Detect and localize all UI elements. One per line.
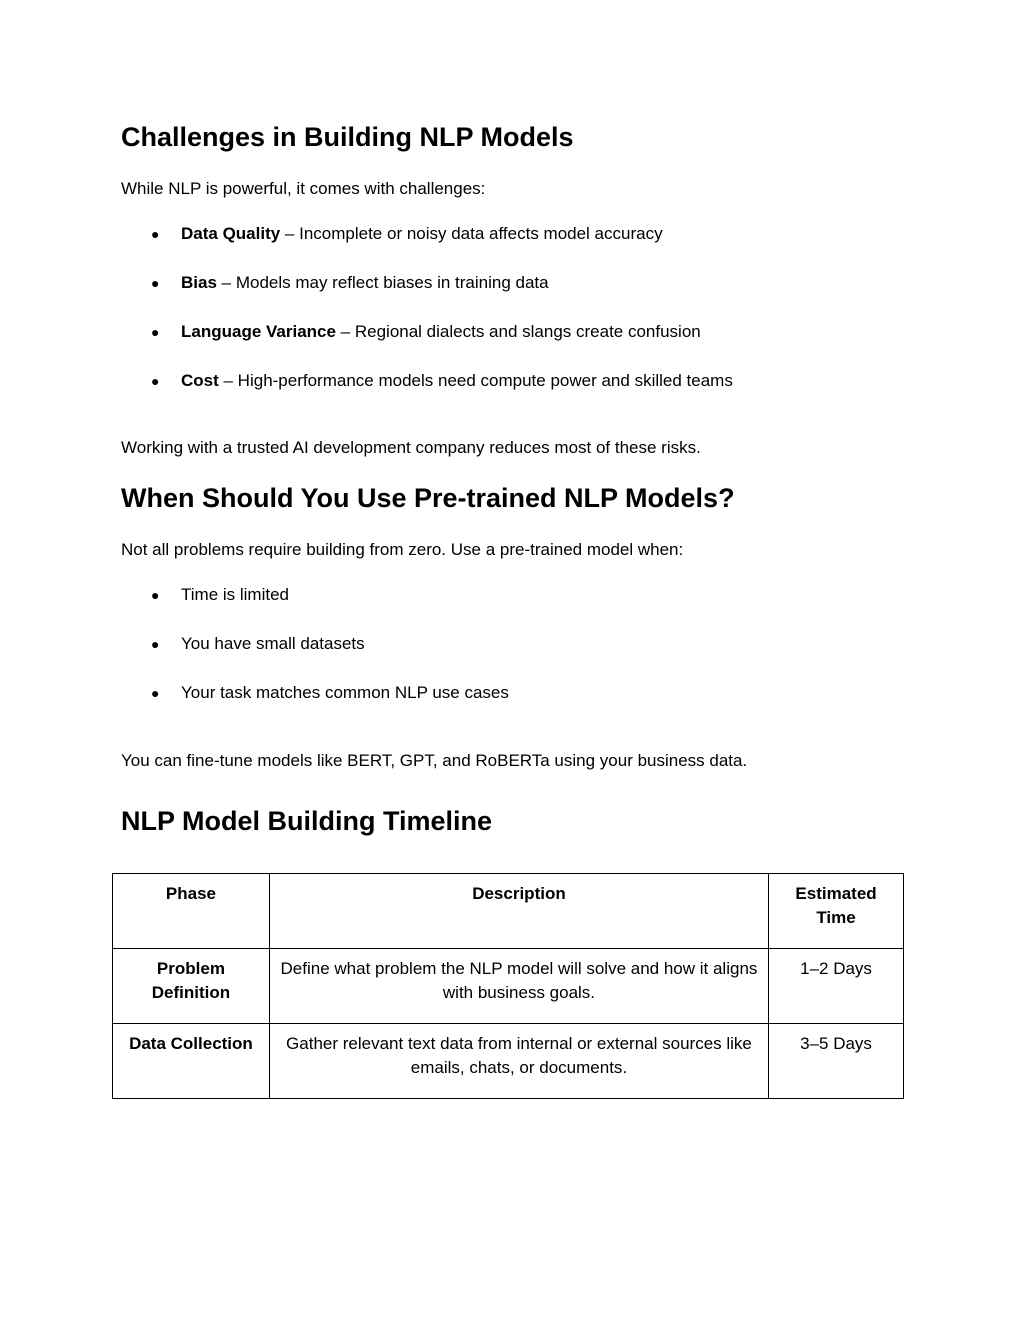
table-row <box>113 1024 904 1099</box>
bullet-icon: ● <box>151 275 160 291</box>
challenges-intro: While NLP is powerful, it comes with challenges: <box>121 179 486 198</box>
column-header-estimated-time: Estimated Time <box>769 874 904 949</box>
pretrained-closing: You can fine-tune models like BERT, GPT, and RoBERTa using your business data. <box>121 751 748 770</box>
bullet-icon: ● <box>151 685 160 701</box>
list-item-text: – Regional dialects and slangs create confusion <box>335 322 701 341</box>
list-item-text: Time is limited <box>181 585 289 604</box>
bullet-icon: ● <box>151 636 160 652</box>
cell-phase: Problem Definition <box>113 949 270 1024</box>
list-item <box>0 321 1024 370</box>
list-item-text: – Incomplete or noisy data affects model accuracy <box>280 224 663 243</box>
list-item-term: Bias <box>181 273 217 292</box>
bullet-icon: ● <box>151 324 160 340</box>
table-header-row <box>113 874 904 949</box>
list-item-text: – Models may reflect biases in training data <box>216 273 549 292</box>
cell-estimated-time: 1–2 Days <box>769 949 904 1024</box>
list-item <box>0 272 1024 321</box>
list-item <box>0 370 1024 419</box>
bullet-icon: ● <box>151 226 160 242</box>
list-item-text: – High-performance models need compute power and skilled teams <box>218 371 733 390</box>
list-item-term: Cost <box>181 371 219 390</box>
pretrained-intro: Not all problems require building from zero. Use a pre-trained model when: <box>121 540 684 559</box>
list-item-text: You have small datasets <box>181 634 365 653</box>
column-header-description: Description <box>269 874 768 949</box>
list-item <box>0 223 1024 272</box>
list-item-term: Language Variance <box>181 322 336 341</box>
section-heading-challenges: Challenges in Building NLP Models <box>121 122 574 152</box>
cell-phase: Data Collection <box>113 1024 270 1099</box>
cell-description: Define what problem the NLP model will solve and how it aligns with business goals. <box>269 949 768 1024</box>
list-item-term: Data Quality <box>181 224 281 243</box>
cell-estimated-time: 3–5 Days <box>769 1024 904 1099</box>
cell-description: Gather relevant text data from internal or external sources like emails, chats, or documents. <box>269 1024 768 1099</box>
list-item <box>0 633 1024 682</box>
timeline-table <box>112 873 904 1099</box>
list-item <box>0 584 1024 633</box>
pretrained-list <box>0 584 1024 731</box>
challenges-list <box>0 223 1024 419</box>
challenges-closing: Working with a trusted AI development company reduces most of these risks. <box>121 438 701 457</box>
bullet-icon: ● <box>151 373 160 389</box>
bullet-icon: ● <box>151 587 160 603</box>
table-row <box>113 949 904 1024</box>
list-item <box>0 682 1024 731</box>
column-header-phase: Phase <box>113 874 270 949</box>
list-item-text: Your task matches common NLP use cases <box>181 683 509 702</box>
section-heading-pretrained: When Should You Use Pre-trained NLP Models? <box>121 483 735 513</box>
section-heading-timeline: NLP Model Building Timeline <box>121 806 493 836</box>
